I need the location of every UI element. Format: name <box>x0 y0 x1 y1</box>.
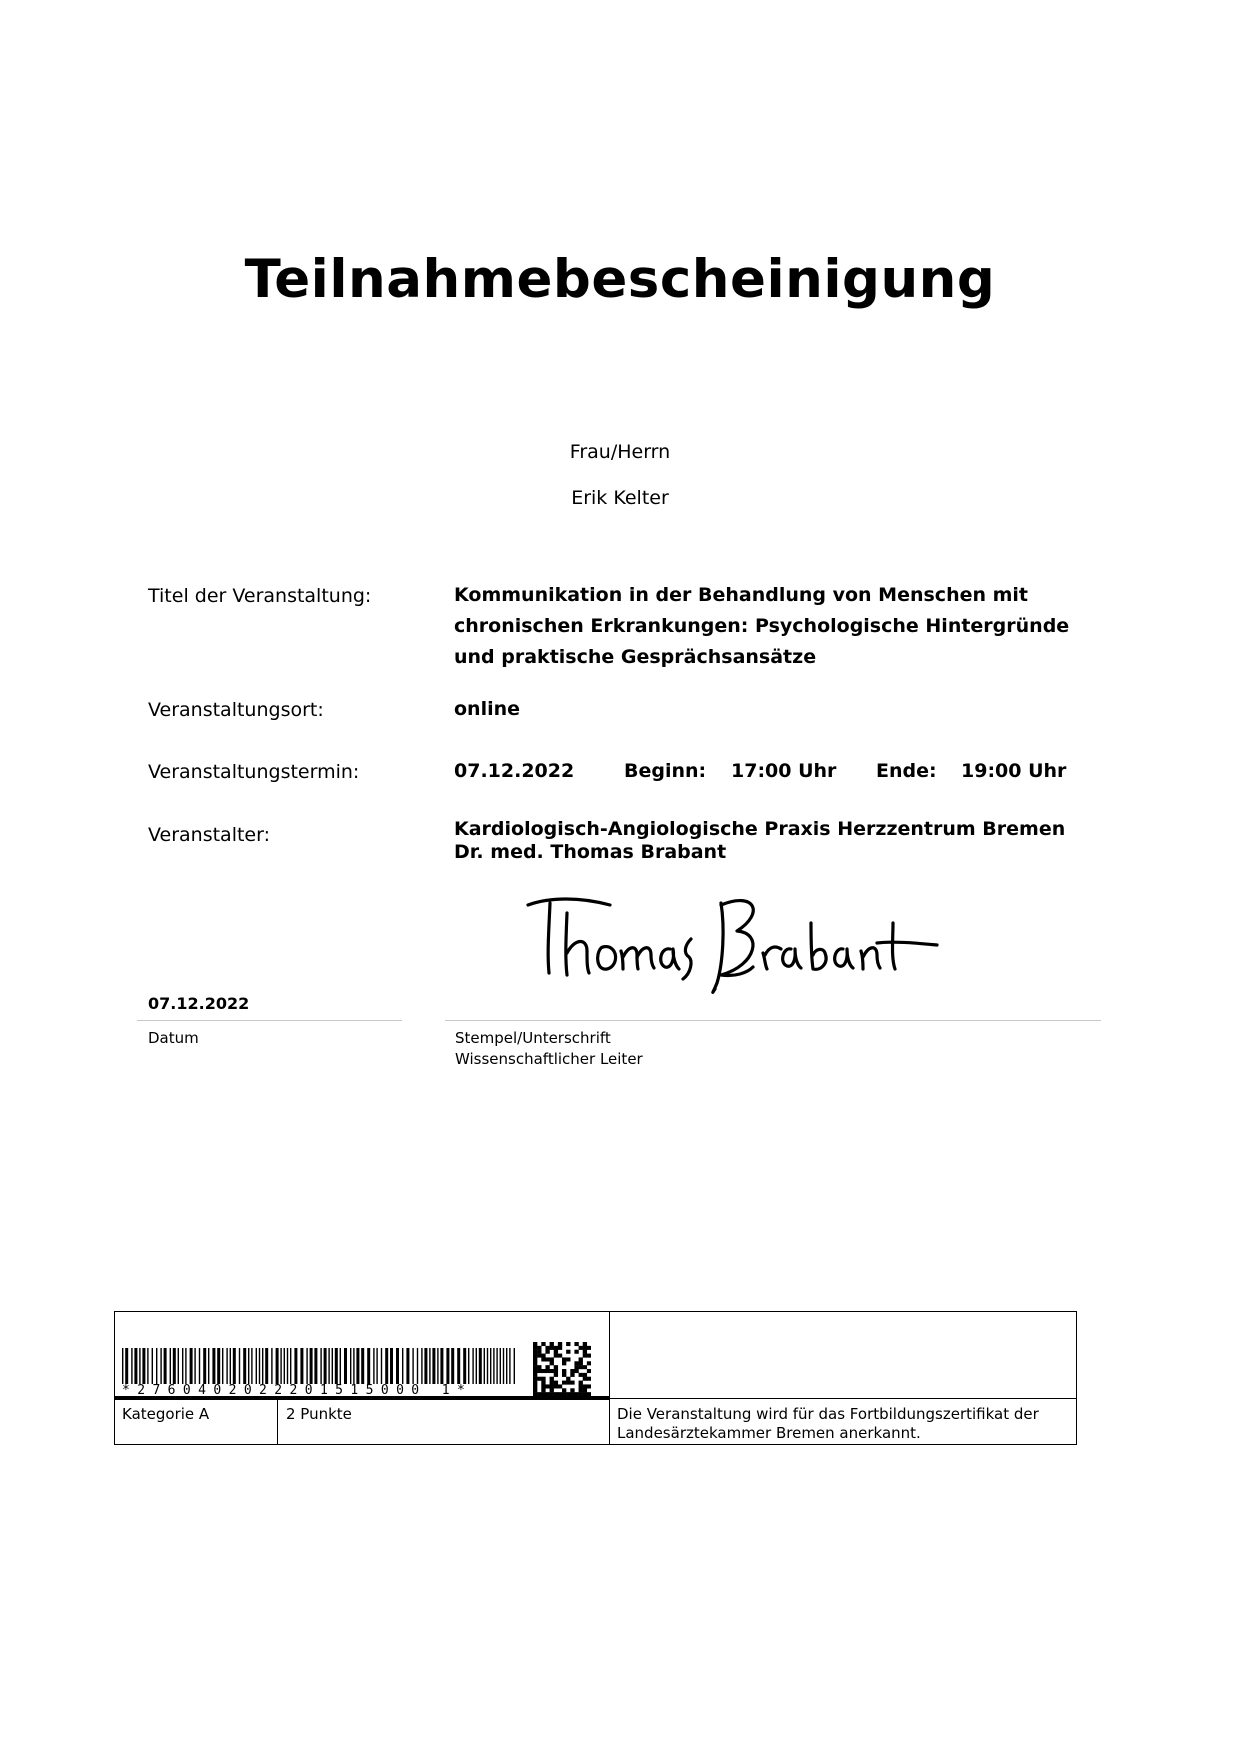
datamatrix-cell <box>558 1354 562 1358</box>
datamatrix-cell <box>533 1384 537 1388</box>
barcode-bar <box>451 1348 454 1386</box>
date-label: Veranstaltungstermin: <box>148 761 360 783</box>
barcode-bar <box>437 1348 438 1386</box>
end-time: 19:00 Uhr <box>961 760 1067 782</box>
datamatrix-cell <box>554 1384 558 1388</box>
datamatrix-cell <box>566 1357 570 1361</box>
barcode-bar <box>493 1348 494 1386</box>
barcode-bar <box>417 1348 418 1386</box>
datamatrix-cell <box>554 1354 558 1358</box>
barcode-bar <box>222 1348 223 1386</box>
datamatrix-cell <box>533 1350 537 1354</box>
barcode-bar <box>361 1348 364 1386</box>
barcode-bar <box>239 1348 240 1386</box>
datamatrix-cell <box>541 1357 545 1361</box>
barcode-bar <box>320 1348 321 1386</box>
barcode-bar <box>385 1348 388 1386</box>
barcode-bar <box>340 1348 341 1386</box>
barcode-bar <box>280 1348 281 1386</box>
datamatrix-cell <box>574 1350 578 1354</box>
datamatrix-cell <box>574 1365 578 1369</box>
barcode-bar <box>190 1348 193 1386</box>
barcode-bar <box>259 1348 260 1386</box>
barcode-bar <box>356 1348 359 1386</box>
barcode-bar <box>344 1348 347 1386</box>
datamatrix-cell <box>583 1342 587 1346</box>
barcode-bar <box>300 1348 303 1386</box>
barcode-bar <box>381 1348 382 1386</box>
datamatrix-cell <box>545 1346 549 1350</box>
barcode-bar <box>446 1348 449 1386</box>
barcode-bar <box>350 1348 351 1386</box>
barcode-bar <box>476 1348 477 1386</box>
datamatrix-cell <box>550 1357 554 1361</box>
barcode-bar <box>131 1348 132 1386</box>
datamatrix-cell <box>562 1381 566 1385</box>
location-value: online <box>454 698 521 720</box>
datamatrix-cell <box>566 1342 570 1346</box>
datamatrix-cell <box>558 1384 562 1388</box>
datamatrix-cell <box>533 1388 537 1392</box>
barcode-bar <box>509 1348 510 1386</box>
datamatrix-cell <box>570 1369 574 1373</box>
datamatrix-cell <box>554 1365 558 1369</box>
row-divider <box>115 1396 609 1400</box>
barcode-bar <box>457 1348 460 1386</box>
datamatrix-cell <box>562 1388 566 1392</box>
datamatrix-cell <box>533 1377 537 1381</box>
datamatrix-cell <box>550 1381 554 1385</box>
location-label: Veranstaltungsort: <box>148 699 324 721</box>
datamatrix-cell <box>541 1342 545 1346</box>
datamatrix-cell <box>570 1388 574 1392</box>
barcode-bar <box>256 1348 257 1386</box>
datamatrix-cell <box>579 1357 583 1361</box>
barcode-bar <box>294 1348 297 1386</box>
datamatrix-cell <box>533 1365 537 1369</box>
datamatrix-cell <box>541 1381 545 1385</box>
column-divider <box>609 1312 610 1444</box>
barcode-digits: *2760402022201515000 1* <box>122 1384 518 1398</box>
datamatrix-cell <box>545 1350 549 1354</box>
event-title-line: und praktische Gesprächsansätze <box>454 646 817 668</box>
datamatrix-cell <box>587 1346 591 1350</box>
barcode-bar <box>514 1348 515 1386</box>
barcode-bar <box>332 1348 333 1386</box>
signature-date: 07.12.2022 <box>148 994 250 1013</box>
organizer-label: Veranstalter: <box>148 824 270 846</box>
datamatrix-cell <box>533 1354 537 1358</box>
datamatrix-cell <box>583 1388 587 1392</box>
datamatrix-cell <box>541 1377 545 1381</box>
datamatrix-cell <box>550 1369 554 1373</box>
datamatrix-cell <box>550 1346 554 1350</box>
datamatrix-cell <box>537 1346 541 1350</box>
datamatrix-cell <box>587 1377 591 1381</box>
barcode-bar <box>134 1348 137 1386</box>
datamatrix-cell <box>533 1381 537 1385</box>
datamatrix-cell <box>537 1369 541 1373</box>
document-title: Teilnahmebescheinigung <box>244 249 996 310</box>
barcode-bar <box>487 1348 488 1386</box>
barcode-bar <box>429 1348 430 1386</box>
barcode-bar <box>265 1348 268 1386</box>
barcode-bar <box>314 1348 317 1386</box>
barcode-bar <box>182 1348 183 1386</box>
datamatrix-cell <box>574 1369 578 1373</box>
barcode-bar <box>335 1348 338 1386</box>
barcode-bar <box>376 1348 377 1386</box>
datamatrix-cell <box>554 1346 558 1350</box>
barcode-bar <box>142 1348 145 1386</box>
note-line: Landesärztekammer Bremen anerkannt. <box>617 1424 921 1442</box>
barcode-bar <box>306 1348 307 1386</box>
barcode-bar <box>152 1348 153 1386</box>
datamatrix-cell <box>554 1381 558 1385</box>
salutation: Frau/Herrn <box>569 441 671 463</box>
row-divider <box>609 1398 1076 1399</box>
datamatrix-cell <box>550 1377 554 1381</box>
category-cell: Kategorie A <box>122 1405 210 1423</box>
barcode-bar <box>421 1348 422 1386</box>
barcode-bar <box>479 1348 482 1386</box>
datamatrix-cell <box>583 1377 587 1381</box>
end-label: Ende: <box>876 760 937 782</box>
barcode-bar <box>262 1348 263 1386</box>
datamatrix-cell <box>550 1361 554 1365</box>
barcode-bar <box>212 1348 215 1386</box>
certificate-box <box>114 1311 1077 1445</box>
barcode-bar <box>125 1348 128 1386</box>
points-cell: 2 Punkte <box>286 1405 352 1423</box>
datamatrix-cell <box>545 1369 549 1373</box>
datamatrix-cell <box>541 1388 545 1392</box>
datamatrix-cell <box>541 1354 545 1358</box>
datamatrix-cell <box>554 1373 558 1377</box>
barcode-bar <box>440 1348 443 1386</box>
datamatrix-cell <box>558 1342 562 1346</box>
datamatrix-cell <box>566 1377 570 1381</box>
datamatrix-cell <box>579 1361 583 1365</box>
barcode-bar <box>412 1348 413 1386</box>
barcode-bar <box>463 1348 466 1386</box>
event-title-line: Kommunikation in der Behandlung von Menschen mit <box>454 584 1029 606</box>
signature-line <box>445 1020 1101 1021</box>
recognition-note <box>617 1405 1067 1443</box>
datamatrix-cell <box>579 1365 583 1369</box>
barcode-bar <box>290 1348 291 1386</box>
barcode-bar <box>178 1348 179 1386</box>
barcode-bar <box>396 1348 399 1386</box>
barcode-bar <box>328 1348 329 1386</box>
barcode-bar <box>276 1348 279 1386</box>
datamatrix-cell <box>583 1346 587 1350</box>
datamatrix-cell <box>574 1342 578 1346</box>
datamatrix-cell <box>562 1373 566 1377</box>
barcode-bar <box>122 1348 123 1386</box>
datamatrix-cell <box>570 1381 574 1385</box>
start-time: 17:00 Uhr <box>731 760 837 782</box>
datamatrix-cell <box>562 1369 566 1373</box>
organizer-line: Dr. med. Thomas Brabant <box>454 841 727 863</box>
barcode-bar <box>185 1348 186 1386</box>
datamatrix-cell <box>587 1361 591 1365</box>
datamatrix-cell <box>574 1361 578 1365</box>
date-caption: Datum <box>148 1029 199 1047</box>
barcode-bar <box>147 1348 148 1386</box>
date-row <box>454 756 1094 787</box>
barcode-bar <box>310 1348 313 1386</box>
datamatrix-cell <box>583 1350 587 1354</box>
barcode-bar <box>170 1348 171 1386</box>
datamatrix-cell <box>545 1365 549 1369</box>
barcode-bar <box>284 1348 285 1386</box>
barcode-bar <box>248 1348 249 1386</box>
role-caption: Wissenschaftlicher Leiter <box>455 1050 643 1068</box>
barcode-bar <box>500 1348 501 1386</box>
recipient-name: Erik Kelter <box>571 487 669 509</box>
barcode-bar <box>156 1348 157 1386</box>
barcode-bar <box>233 1348 236 1386</box>
datamatrix-cell <box>554 1369 558 1373</box>
datamatrix-cell <box>579 1346 583 1350</box>
datamatrix-cell <box>554 1350 558 1354</box>
datamatrix-cell <box>550 1388 554 1392</box>
datamatrix-cell <box>587 1354 591 1358</box>
barcode-bar <box>173 1348 176 1386</box>
barcode-bar <box>406 1348 409 1386</box>
event-title-value <box>454 580 1094 673</box>
organizer-value <box>454 818 1114 864</box>
datamatrix-cell <box>533 1342 537 1346</box>
barcode-bar <box>217 1348 220 1386</box>
datamatrix-cell <box>583 1354 587 1358</box>
barcode-bar <box>226 1348 227 1386</box>
barcode-bar <box>194 1348 195 1386</box>
datamatrix-cell <box>537 1365 541 1369</box>
event-title-line: chronischen Erkrankungen: Psychologische Hintergründe <box>454 615 1070 637</box>
datamatrix-cell <box>570 1373 574 1377</box>
barcode-bar <box>390 1348 393 1386</box>
datamatrix-cell <box>579 1381 583 1385</box>
datamatrix-cell <box>579 1388 583 1392</box>
datamatrix-cell <box>533 1369 537 1373</box>
barcode-bar <box>367 1348 370 1386</box>
barcode-bar <box>251 1348 252 1386</box>
barcode-bar <box>468 1348 469 1386</box>
handwritten-signature <box>525 883 945 1013</box>
column-divider <box>277 1398 278 1444</box>
barcode-bar <box>402 1348 403 1386</box>
datamatrix-cell <box>562 1361 566 1365</box>
barcode-bar <box>243 1348 246 1386</box>
barcode-bar <box>496 1348 497 1386</box>
date-line <box>137 1020 402 1021</box>
start-label: Beginn: <box>624 760 707 782</box>
barcode-bar <box>472 1348 473 1386</box>
datamatrix-cell <box>533 1346 537 1350</box>
datamatrix-cell <box>541 1369 545 1373</box>
barcode-bar <box>271 1348 272 1386</box>
datamatrix-code <box>533 1342 591 1396</box>
stamp-caption: Stempel/Unterschrift <box>455 1029 611 1047</box>
barcode-bar <box>287 1348 288 1386</box>
datamatrix-cell <box>533 1373 537 1377</box>
barcode-bar <box>230 1348 231 1386</box>
barcode-bar <box>424 1348 427 1386</box>
datamatrix-cell <box>537 1377 541 1381</box>
datamatrix-cell <box>545 1357 549 1361</box>
datamatrix-cell <box>550 1384 554 1388</box>
datamatrix-cell <box>545 1384 549 1388</box>
barcode-bar <box>353 1348 354 1386</box>
barcode-bar <box>484 1348 485 1386</box>
datamatrix-cell <box>583 1365 587 1369</box>
barcode-bar <box>160 1348 161 1386</box>
datamatrix-cell <box>533 1361 537 1365</box>
datamatrix-cell <box>537 1354 541 1358</box>
barcode-bar <box>506 1348 507 1386</box>
datamatrix-cell <box>583 1384 587 1388</box>
note-line: Die Veranstaltung wird für das Fortbildungszertifikat der <box>617 1405 1039 1423</box>
event-title-label: Titel der Veranstaltung: <box>148 585 372 607</box>
datamatrix-cell <box>587 1369 591 1373</box>
datamatrix-cell <box>541 1384 545 1388</box>
datamatrix-cell <box>566 1350 570 1354</box>
datamatrix-cell <box>537 1350 541 1354</box>
barcode-bar <box>139 1348 140 1386</box>
datamatrix-cell <box>587 1384 591 1388</box>
organizer-line: Kardiologisch-Angiologische Praxis Herzzentrum Bremen <box>454 818 1066 840</box>
datamatrix-cell <box>558 1346 562 1350</box>
datamatrix-cell <box>583 1373 587 1377</box>
barcode-bar <box>324 1348 327 1386</box>
datamatrix-cell <box>550 1342 554 1346</box>
datamatrix-cell <box>566 1381 570 1385</box>
datamatrix-cell <box>562 1357 566 1361</box>
datamatrix-cell <box>533 1357 537 1361</box>
datamatrix-cell <box>579 1384 583 1388</box>
barcode-bar <box>208 1348 209 1386</box>
barcode-bar <box>373 1348 374 1386</box>
event-date: 07.12.2022 <box>454 760 575 782</box>
barcode-bar <box>199 1348 200 1386</box>
barcode-bar <box>203 1348 206 1386</box>
barcode-bar <box>164 1348 167 1386</box>
datamatrix-cell <box>579 1373 583 1377</box>
barcode-bar <box>503 1348 504 1386</box>
barcode-bar <box>490 1348 491 1386</box>
barcode-bar <box>432 1348 435 1386</box>
